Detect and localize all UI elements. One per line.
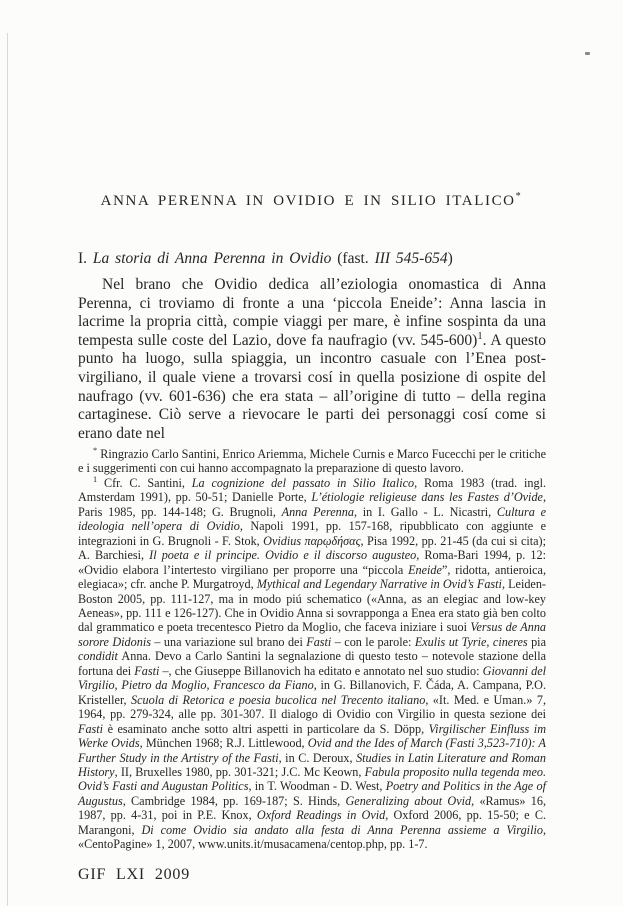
- journal-footer: GIF LXI 2009: [78, 866, 191, 883]
- scan-speck: [585, 52, 590, 55]
- footnotes-block: [78, 447, 546, 852]
- scan-edge-line: [7, 33, 8, 906]
- article-title: ANNA PERENNA IN OVIDIO E IN SILIO ITALICO*: [100, 191, 523, 209]
- body-paragraph: Nel brano che Ovidio dedica all’eziologia onomastica di Anna Perenna, ci troviamo di fronte a una ‘piccola Eneide’: Anna lascia in lacrime la propria città, compie viaggi per mare, è infine sospinta da una tempesta sulle coste del Lazio, dove fa naufragio (vv. 545-600)$^1$. A questo punto ha luogo, sulla spiaggia, un incontro casuale con l’Enea post-virgiliano, il quale viene a trovarsi cosí in quella posizione di ospite del naufrago (vv. 601-636) che era stata – all’origine di tutto – della regina cartaginese. Ciò serve a rievocare le parti dei personaggi cosí come si erano date nel: [78, 276, 546, 442]
- footnote-star: * Ringrazio Carlo Santini, Enrico Ariemma, Michele Curnis e Marco Fucecchi per le critiche e i suggerimenti con cui hanno accompagnato la preparazione di questo lavoro.: [78, 445, 546, 476]
- section-heading: I. La storia di Anna Perenna in Ovidio (fast. III 545-654): [78, 250, 453, 267]
- footnote-1: $^1$ Cfr. C. Santini, La cognizione del passato in Silio Italico, Roma 1983 (trad. ingl. Amsterdam 1991), pp. 50-51; Danielle Porte, L’étiologie religieuse dans les Fastes d’Ovide, Paris 1985, pp. 144-148; G. Brugnoli, Anna Perenna, in I. Gallo - L. Nicastri, Cultura e ideologia nell’opera di Ovidio, Napoli 1991, pp. 157-168, ripubblicato con aggiunte e integrazioni in G. Brugnoli - F. Stok, Ovidius παρῳδήσας, Pisa 1992, pp. 21-45 (da cui si cita); A. Barchiesi, Il poeta e il principe. Ovidio e il discorso augusteo, Roma-Bari 1994, p. 12: «Ovidio elabora l’intertesto virgiliano per proporre una “piccola Eneide”, ridotta, antieroica, elegiaca»; cfr. anche P. Murgatroyd, Mythical and Legendary Narrative in Ovid’s Fasti, Leiden-Boston 2005, pp. 111-127, ma in modo piú schematico («Anna, as an elegiac and low-key Aeneas», pp. 111 e 126-127). Che in Ovidio Anna si sovrapponga a Enea era stato già ben colto dal grammatico e poeta trecentesco Pietro da Moglio, che faceva iniziare i suoi Versus de Anna sorore Didonis – una variazione sul brano dei Fasti – con le parole: Exulis ut Tyrie, cineres pia condidit Anna. Devo a Carlo Santini la segnalazione di questo testo – notevole stazione della fortuna dei Fasti –, che Giuseppe Billanovich ha editato e annotato nel suo studio: Giovanni del Virgilio, Pietro da Moglio, Francesco da Fiano, in G. Billanovich, F. Čáda, A. Campana, P.O. Kristeller, Scuola di Retorica e poesia bucolica nel Trecento italiano, «It. Med. e Uman.» 7, 1964, pp. 279-324, alle pp. 301-307. Il dialogo di Ovidio con Virgilio in questa sezione dei Fasti è esaminato anche sotto altri aspetti in particolare da S. Döpp, Virgilischer Einfluss im Werke Ovids, München 1968; R.J. Littlewood, Ovid and the Ides of March (Fasti 3,523-710): A Further Study in the Artistry of the Fasti, in C. Deroux, Studies in Latin Literature and Roman History, II, Bruxelles 1980, pp. 301-321; J.C. Mc Keown, Fabula proposito nulla tegenda meo. Ovid’s Fasti and Augustan Politics, in T. Woodman - D. West, Poetry and Politics in the Age of Augustus, Cambridge 1984, pp. 169-187; S. Hinds, Generalizing about Ovid, «Ramus» 16, 1987, pp. 4-31, poi in P.E. Knox, Oxford Readings in Ovid, Oxford 2006, pp. 15-50; e C. Marangoni, Di come Ovidio sia andato alla festa di Anna Perenna assieme a Virgilio, «CentoPagine» 1, 2007, www.units.it/musacamena/centop.php, pp. 1-7.: [78, 474, 547, 852]
